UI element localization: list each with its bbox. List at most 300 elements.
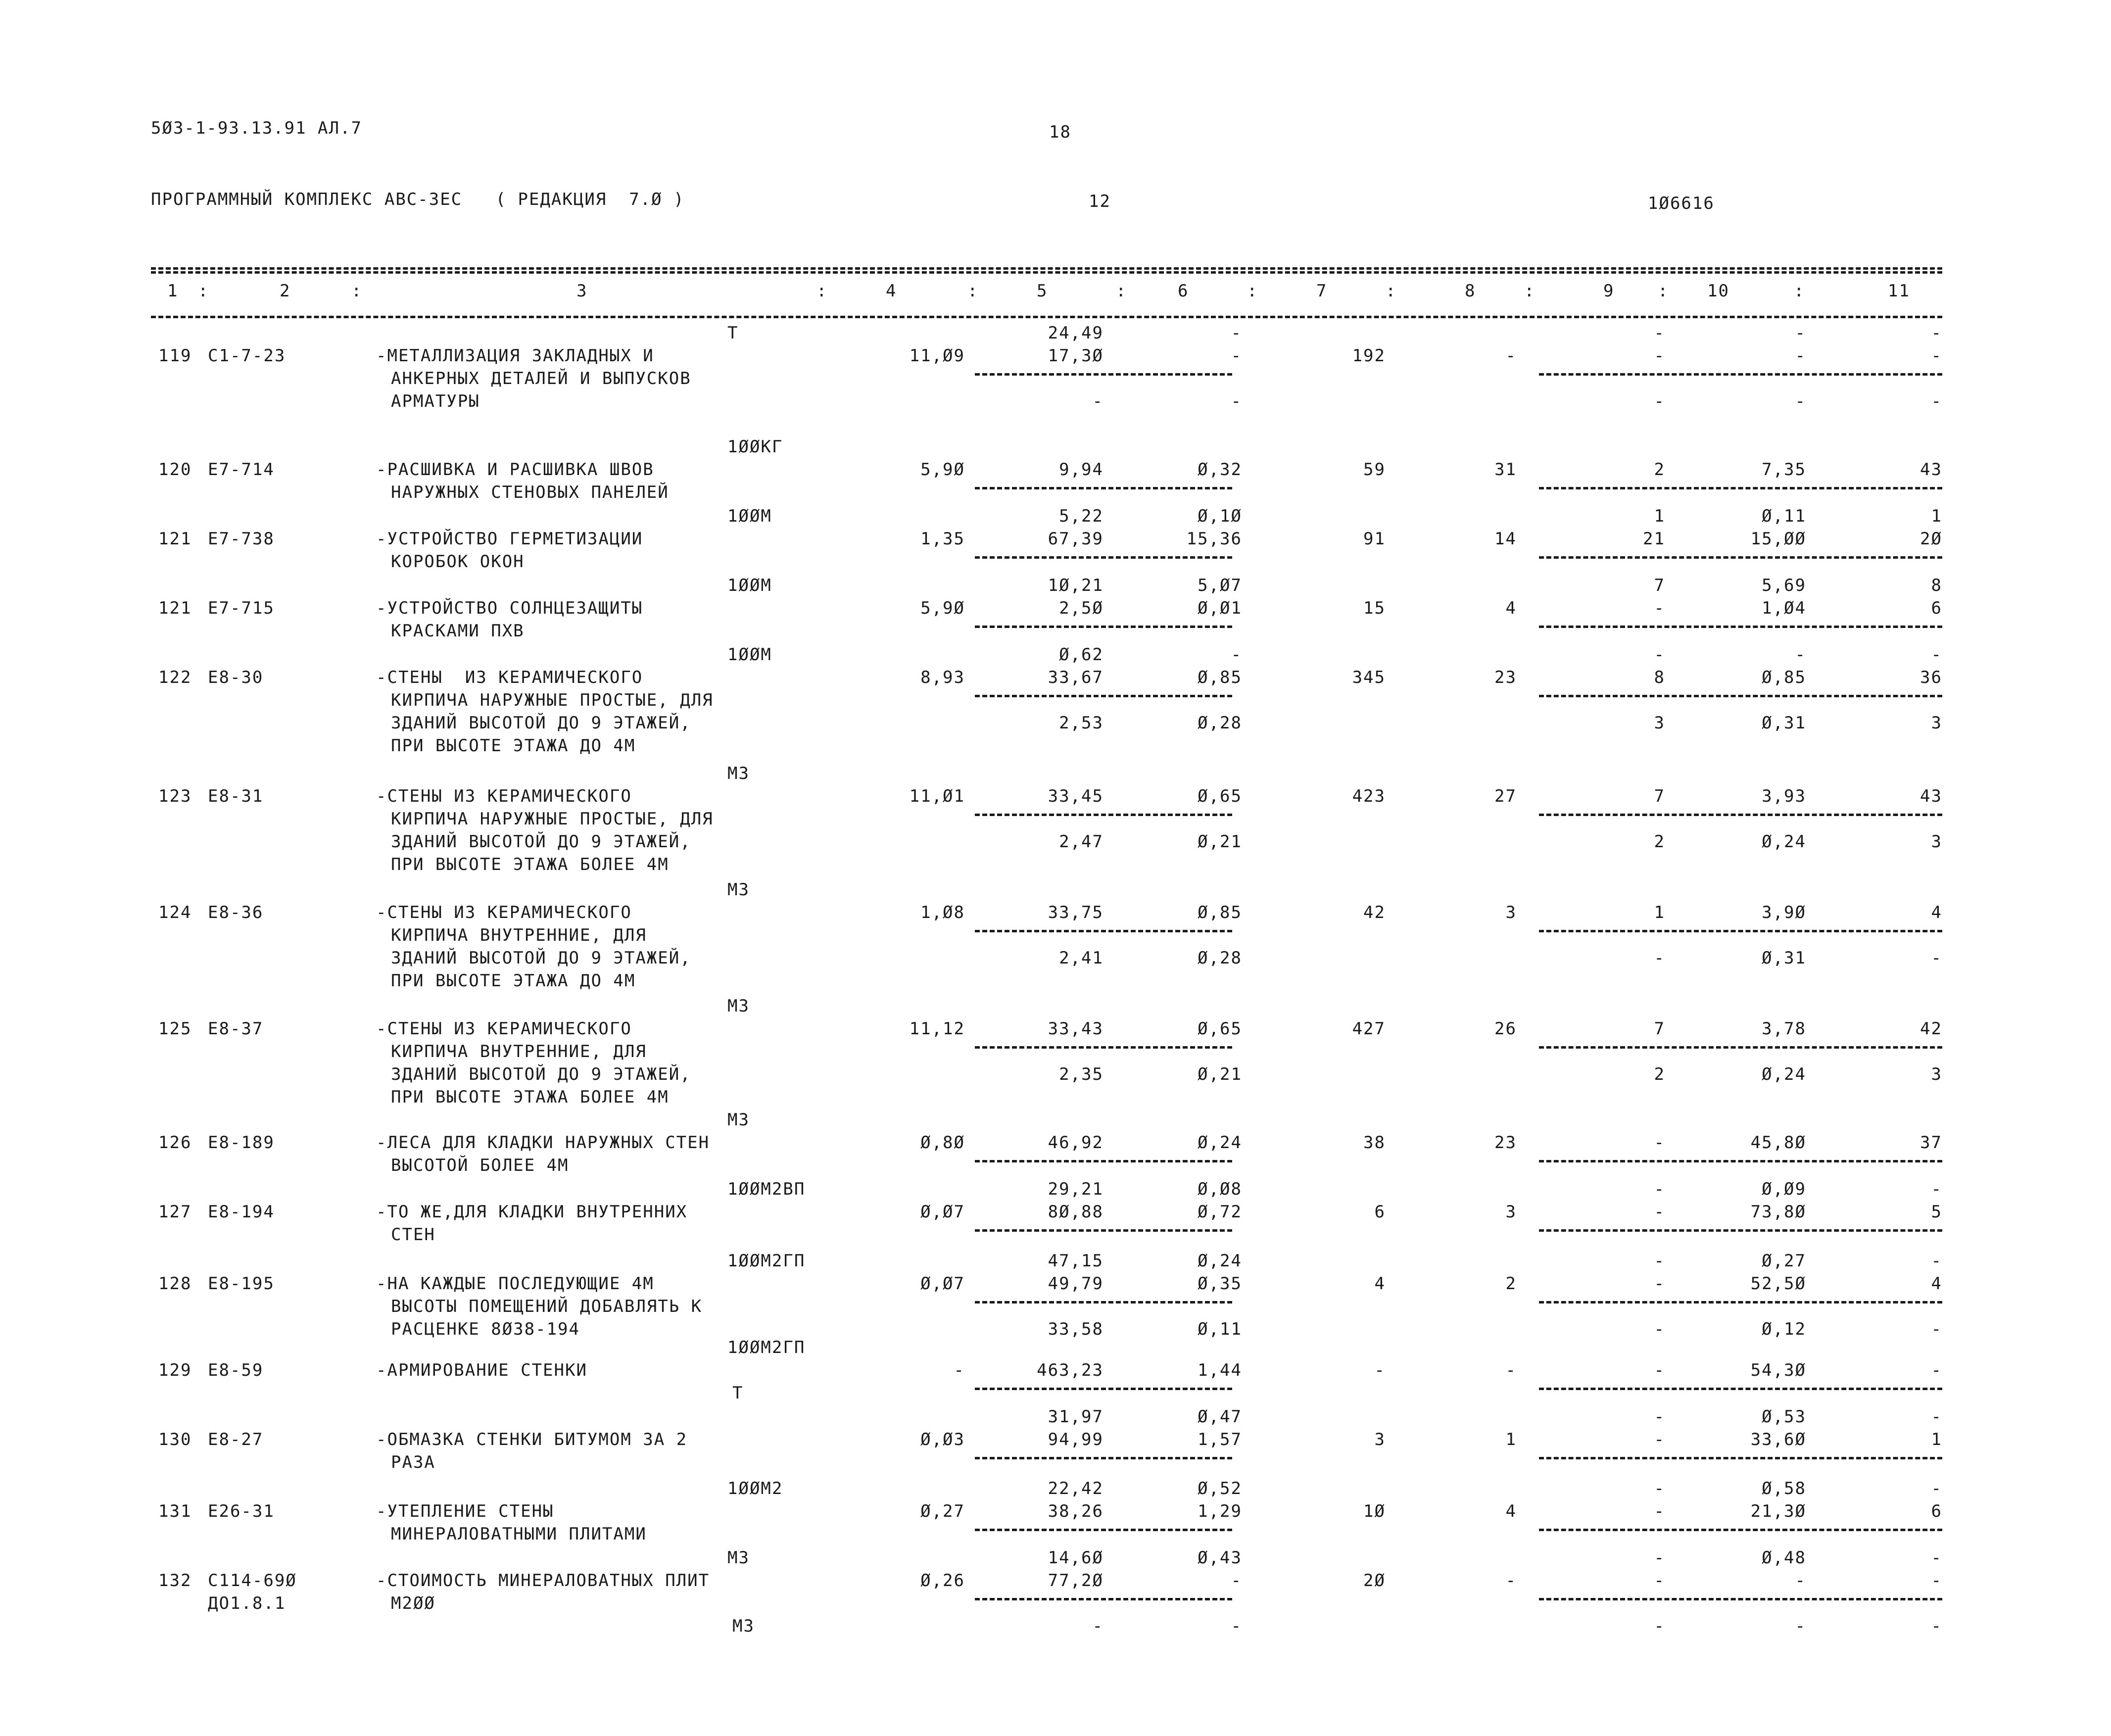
value-c5a: 5,22 xyxy=(1059,506,1103,526)
value-c5a: 14,6Ø xyxy=(1048,1548,1103,1568)
value-c4: 1,Ø8 xyxy=(920,903,965,922)
value-c5b: 33,58 xyxy=(1048,1319,1103,1339)
sheet-number: 12 xyxy=(1089,192,1111,211)
rate-code: Е8-194 xyxy=(208,1202,275,1222)
value-c7: 4 xyxy=(1374,1274,1386,1294)
page-number: 18 xyxy=(1049,122,1071,142)
value-c4: 5,9Ø xyxy=(920,598,965,618)
value-c4: Ø,Ø7 xyxy=(920,1202,965,1222)
value-c8: 27 xyxy=(1494,786,1517,806)
rate-code: С114-69Ø xyxy=(208,1571,297,1591)
unit-label: Т xyxy=(727,323,739,343)
value-c10: 45,8Ø xyxy=(1750,1133,1806,1153)
value-c11a: - xyxy=(1931,323,1942,343)
cell-rule xyxy=(1539,373,1942,376)
value-c11: 1 xyxy=(1931,1430,1942,1449)
value-c8: 1 xyxy=(1505,1430,1517,1449)
value-c6b: Ø,11 xyxy=(1198,1319,1242,1339)
value-c6b: - xyxy=(1231,391,1242,411)
cell-rule xyxy=(975,626,1232,628)
value-c11: - xyxy=(1931,346,1942,366)
column-separator: : xyxy=(816,281,828,301)
cell-rule xyxy=(1539,1529,1942,1531)
value-c9a: - xyxy=(1654,1548,1665,1568)
value-c10a: Ø,Ø9 xyxy=(1762,1179,1806,1199)
value-c6b: - xyxy=(1231,1616,1242,1636)
value-c6b: Ø,28 xyxy=(1198,948,1242,968)
value-c11: 36 xyxy=(1920,668,1942,687)
cell-rule xyxy=(975,1388,1232,1390)
value-c5: 49,79 xyxy=(1048,1274,1103,1294)
cell-rule xyxy=(975,1301,1232,1303)
column-separator: : xyxy=(351,281,363,301)
row-number: 131 xyxy=(158,1501,192,1521)
value-c11a: 1 xyxy=(1931,506,1942,526)
value-c5: 46,92 xyxy=(1048,1133,1103,1153)
value-c9: 21 xyxy=(1643,529,1665,549)
value-c11: - xyxy=(1931,1360,1942,1380)
row-number: 129 xyxy=(158,1360,192,1380)
unit-label: М3 xyxy=(727,1548,750,1568)
work-description: -УСТРОЙСТВО СОЛНЦЕЗАЩИТЫ xyxy=(376,598,643,618)
value-c5a: 24,49 xyxy=(1048,323,1103,343)
unit-label: М3 xyxy=(732,1616,755,1636)
value-c9a: - xyxy=(1654,1251,1665,1271)
value-c9: - xyxy=(1654,1430,1665,1449)
value-c11: 42 xyxy=(1920,1019,1942,1039)
value-c9: 7 xyxy=(1654,786,1665,806)
value-c11: 43 xyxy=(1920,460,1942,480)
rate-code: Е7-715 xyxy=(208,598,275,618)
value-c5b: - xyxy=(1092,391,1103,411)
value-c8: - xyxy=(1505,346,1517,366)
value-c10: 21,3Ø xyxy=(1750,1501,1806,1521)
value-c7: 1Ø xyxy=(1363,1501,1386,1521)
value-c9b: 3 xyxy=(1654,713,1665,733)
header-bottom-rule xyxy=(151,316,1942,318)
value-c5: 67,39 xyxy=(1048,529,1103,549)
value-c6b: Ø,21 xyxy=(1198,832,1242,852)
value-c6: - xyxy=(1231,346,1242,366)
value-c7: 91 xyxy=(1363,529,1386,549)
rate-code: Е8-189 xyxy=(208,1133,275,1153)
row-number: 120 xyxy=(158,460,192,480)
value-c6: 1,29 xyxy=(1198,1501,1242,1521)
value-c5a: Ø,62 xyxy=(1059,645,1103,665)
program-title: ПРОГРАММНЫЙ КОМПЛЕКС АВС-ЗЕС ( РЕДАКЦИЯ 7.Ø ) xyxy=(151,190,685,209)
unit-label: М3 xyxy=(727,996,750,1016)
value-c5: 33,45 xyxy=(1048,786,1103,806)
value-c6a: Ø,1Ø xyxy=(1198,506,1242,526)
column-separator: : xyxy=(198,281,209,301)
cell-rule xyxy=(1539,814,1942,816)
rate-code: Е8-59 xyxy=(208,1360,264,1380)
value-c6: 1,44 xyxy=(1198,1360,1242,1380)
value-c10a: 5,69 xyxy=(1762,576,1806,595)
value-c8: 26 xyxy=(1494,1019,1517,1039)
value-c4: 11,Ø1 xyxy=(909,786,965,806)
value-c11b: 3 xyxy=(1931,1064,1942,1084)
row-number: 128 xyxy=(158,1274,192,1294)
work-description: ПРИ ВЫСОТЕ ЭТАЖА БОЛЕЕ 4М xyxy=(391,1087,669,1107)
value-c10a: Ø,27 xyxy=(1762,1251,1806,1271)
value-c10: 73,8Ø xyxy=(1750,1202,1806,1222)
value-c5a: 22,42 xyxy=(1048,1479,1103,1498)
value-c9b: 2 xyxy=(1654,1064,1665,1084)
value-c6: 1,57 xyxy=(1198,1430,1242,1449)
column-header-2: 2 xyxy=(280,281,291,301)
cell-rule xyxy=(1539,930,1942,932)
unit-label: 1ØØМ xyxy=(727,645,772,665)
value-c10: 7,35 xyxy=(1762,460,1806,480)
value-c9: - xyxy=(1654,598,1665,618)
value-c11b: - xyxy=(1931,391,1942,411)
value-c8: 23 xyxy=(1494,668,1517,687)
value-c5: 33,43 xyxy=(1048,1019,1103,1039)
value-c8: 4 xyxy=(1505,598,1517,618)
value-c11: 43 xyxy=(1920,786,1942,806)
column-header-9: 9 xyxy=(1603,281,1615,301)
cell-rule xyxy=(975,556,1232,559)
value-c5b: 2,41 xyxy=(1059,948,1103,968)
work-description: -СТЕНЫ ИЗ КЕРАМИЧЕСКОГО xyxy=(376,903,632,922)
work-description: -СТЕНЫ ИЗ КЕРАМИЧЕСКОГО xyxy=(376,668,643,687)
cell-rule xyxy=(1539,1598,1942,1600)
value-c6a: 5,Ø7 xyxy=(1198,576,1242,595)
value-c8: - xyxy=(1505,1360,1517,1380)
value-c11: - xyxy=(1931,1571,1942,1591)
value-c4: 8,93 xyxy=(920,668,965,687)
value-c7: 6 xyxy=(1374,1202,1386,1222)
value-c5a: 31,97 xyxy=(1048,1407,1103,1427)
value-c6b: Ø,21 xyxy=(1198,1064,1242,1084)
value-c6a: Ø,52 xyxy=(1198,1479,1242,1498)
rate-code: Е8-31 xyxy=(208,786,264,806)
value-c10: 54,3Ø xyxy=(1750,1360,1806,1380)
row-number: 126 xyxy=(158,1133,192,1153)
unit-label: М3 xyxy=(727,1110,750,1130)
value-c11b: - xyxy=(1931,1616,1942,1636)
value-c11: 4 xyxy=(1931,903,1942,922)
value-c10b: Ø,31 xyxy=(1762,948,1806,968)
value-c5b: 2,47 xyxy=(1059,832,1103,852)
value-c11a: - xyxy=(1931,1251,1942,1271)
work-description: КИРПИЧА НАРУЖНЫЕ ПРОСТЫЕ, ДЛЯ xyxy=(391,690,714,710)
value-c11b: - xyxy=(1931,1319,1942,1339)
unit-label: 1ØØМ xyxy=(727,576,772,595)
value-c6: Ø,72 xyxy=(1198,1202,1242,1222)
work-description: АНКЕРНЫХ ДЕТАЛЕЙ И ВЫПУСКОВ xyxy=(391,369,691,388)
value-c6: Ø,85 xyxy=(1198,903,1242,922)
value-c11a: - xyxy=(1931,1548,1942,1568)
rate-code: Е7-738 xyxy=(208,529,275,549)
value-c6a: - xyxy=(1231,323,1242,343)
cell-rule xyxy=(1539,1160,1942,1162)
value-c6: Ø,65 xyxy=(1198,1019,1242,1039)
value-c5: 463,23 xyxy=(1037,1360,1103,1380)
cell-rule xyxy=(1539,556,1942,559)
value-c5b: 2,53 xyxy=(1059,713,1103,733)
cell-rule xyxy=(1539,1229,1942,1232)
row-number: 119 xyxy=(158,346,192,366)
value-c4: Ø,26 xyxy=(920,1571,965,1591)
cell-rule xyxy=(1539,1457,1942,1459)
column-separator: : xyxy=(1116,281,1127,301)
column-separator: : xyxy=(967,281,979,301)
value-c11b: 3 xyxy=(1931,713,1942,733)
value-c7: 15 xyxy=(1363,598,1386,618)
value-c6a: Ø,Ø8 xyxy=(1198,1179,1242,1199)
value-c9: - xyxy=(1654,346,1665,366)
cell-rule xyxy=(975,487,1232,489)
column-header-6: 6 xyxy=(1178,281,1189,301)
column-header-3: 3 xyxy=(576,281,588,301)
value-c7: 427 xyxy=(1352,1019,1386,1039)
work-description: -СТОИМОСТЬ МИНЕРАЛОВАТНЫХ ПЛИТ xyxy=(376,1571,710,1591)
work-description: -ОБМАЗКА СТЕНКИ БИТУМОМ ЗА 2 xyxy=(376,1430,688,1449)
value-c11a: - xyxy=(1931,645,1942,665)
value-c11a: - xyxy=(1931,1179,1942,1199)
value-c6: Ø,65 xyxy=(1198,786,1242,806)
value-c5: 17,3Ø xyxy=(1048,346,1103,366)
value-c9a: - xyxy=(1654,645,1665,665)
unit-label: 1ØØМ xyxy=(727,506,772,526)
value-c5: 33,67 xyxy=(1048,668,1103,687)
value-c4: 11,Ø9 xyxy=(909,346,965,366)
value-c7: 345 xyxy=(1352,668,1386,687)
value-c9a: - xyxy=(1654,1479,1665,1498)
column-separator: : xyxy=(1524,281,1535,301)
value-c11: 4 xyxy=(1931,1274,1942,1294)
document-code: 1Ø6616 xyxy=(1648,193,1715,213)
value-c4: 5,9Ø xyxy=(920,460,965,480)
value-c8: 2 xyxy=(1505,1274,1517,1294)
value-c4: Ø,Ø7 xyxy=(920,1274,965,1294)
rate-code: Е8-195 xyxy=(208,1274,275,1294)
value-c6: Ø,24 xyxy=(1198,1133,1242,1153)
value-c6a: - xyxy=(1231,645,1242,665)
rate-code: Е8-37 xyxy=(208,1019,264,1039)
value-c4: Ø,8Ø xyxy=(920,1133,965,1153)
value-c5a: 47,15 xyxy=(1048,1251,1103,1271)
work-description: КИРПИЧА ВНУТРЕННИЕ, ДЛЯ xyxy=(391,1042,647,1061)
column-header-4: 4 xyxy=(886,281,897,301)
rate-code: Е8-27 xyxy=(208,1430,264,1449)
value-c9b: 2 xyxy=(1654,832,1665,852)
work-description: ЗДАНИЙ ВЫСОТОЙ ДО 9 ЭТАЖЕЙ, xyxy=(391,832,691,852)
cell-rule xyxy=(1539,1301,1942,1303)
value-c9: 8 xyxy=(1654,668,1665,687)
value-c11a: - xyxy=(1931,1479,1942,1498)
value-c8: 3 xyxy=(1505,903,1517,922)
work-description: М2ØØ xyxy=(391,1593,435,1613)
unit-label: 1ØØКГ xyxy=(727,437,783,457)
cell-rule xyxy=(975,695,1232,697)
value-c9b: - xyxy=(1654,1616,1665,1636)
value-c4: Ø,27 xyxy=(920,1501,965,1521)
value-c8: - xyxy=(1505,1571,1517,1591)
value-c11a: - xyxy=(1931,1407,1942,1427)
row-number: 132 xyxy=(158,1571,192,1591)
value-c10b: Ø,31 xyxy=(1762,713,1806,733)
value-c10a: Ø,11 xyxy=(1762,506,1806,526)
value-c6a: Ø,47 xyxy=(1198,1407,1242,1427)
cell-rule xyxy=(975,1457,1232,1459)
work-description: РАЗА xyxy=(391,1452,435,1472)
work-description: -НА КАЖДЫЕ ПОСЛЕДУЮЩИЕ 4М xyxy=(376,1274,654,1294)
value-c9: 7 xyxy=(1654,1019,1665,1039)
cell-rule xyxy=(1539,1388,1942,1390)
table-top-rule-2 xyxy=(151,271,1942,274)
cell-rule xyxy=(1539,695,1942,697)
row-number: 130 xyxy=(158,1430,192,1449)
cell-rule xyxy=(975,1160,1232,1162)
rate-code: Е8-36 xyxy=(208,903,264,922)
value-c5: 8Ø,88 xyxy=(1048,1202,1103,1222)
value-c6: Ø,Ø1 xyxy=(1198,598,1242,618)
value-c7: 2Ø xyxy=(1363,1571,1386,1591)
value-c5a: 1Ø,21 xyxy=(1048,576,1103,595)
work-description: -ТО ЖЕ,ДЛЯ КЛАДКИ ВНУТРЕННИХ xyxy=(376,1202,688,1222)
value-c9a: - xyxy=(1654,1407,1665,1427)
work-description: СТЕН xyxy=(391,1225,435,1245)
value-c5: 94,99 xyxy=(1048,1430,1103,1449)
value-c9: - xyxy=(1654,1274,1665,1294)
value-c8: 4 xyxy=(1505,1501,1517,1521)
unit-label: Т xyxy=(732,1383,744,1403)
cell-rule xyxy=(975,1229,1232,1232)
work-description: -УТЕПЛЕНИЕ СТЕНЫ xyxy=(376,1501,554,1521)
cell-rule xyxy=(975,373,1232,376)
row-number: 123 xyxy=(158,786,192,806)
value-c10: 33,6Ø xyxy=(1750,1430,1806,1449)
value-c11: 6 xyxy=(1931,1501,1942,1521)
column-separator: : xyxy=(1386,281,1397,301)
rate-code: Е8-30 xyxy=(208,668,264,687)
row-number: 124 xyxy=(158,903,192,922)
value-c10b: Ø,24 xyxy=(1762,832,1806,852)
unit-label: 1ØØМ2ГП xyxy=(727,1251,806,1271)
value-c5b: 2,35 xyxy=(1059,1064,1103,1084)
value-c10b: - xyxy=(1795,1616,1806,1636)
cell-rule xyxy=(975,814,1232,816)
work-description: ПРИ ВЫСОТЕ ЭТАЖА ДО 4М xyxy=(391,736,636,756)
column-separator: : xyxy=(1658,281,1669,301)
work-description: -АРМИРОВАНИЕ СТЕНКИ xyxy=(376,1360,587,1380)
value-c6: Ø,35 xyxy=(1198,1274,1242,1294)
work-description: ПРИ ВЫСОТЕ ЭТАЖА БОЛЕЕ 4М xyxy=(391,855,669,874)
value-c10: 15,ØØ xyxy=(1750,529,1806,549)
value-c9a: - xyxy=(1654,1179,1665,1199)
value-c9b: - xyxy=(1654,391,1665,411)
value-c5: 33,75 xyxy=(1048,903,1103,922)
unit-label: 1ØØМ2ВП xyxy=(727,1179,806,1199)
value-c10a: - xyxy=(1795,645,1806,665)
cell-rule xyxy=(975,1529,1232,1531)
rate-code: Е26-31 xyxy=(208,1501,275,1521)
row-number: 125 xyxy=(158,1019,192,1039)
unit-label: 1ØØМ2ГП xyxy=(727,1338,806,1357)
work-description: ВЫСОТЫ ПОМЕЩЕНИЙ ДОБАВЛЯТЬ К xyxy=(391,1297,703,1316)
value-c7: - xyxy=(1374,1360,1386,1380)
value-c9: - xyxy=(1654,1133,1665,1153)
value-c10: - xyxy=(1795,346,1806,366)
value-c7: 423 xyxy=(1352,786,1386,806)
value-c10: 3,9Ø xyxy=(1762,903,1806,922)
work-description: -ЛЕСА ДЛЯ КЛАДКИ НАРУЖНЫХ СТЕН xyxy=(376,1133,710,1153)
cell-rule xyxy=(1539,487,1942,489)
work-description: -СТЕНЫ ИЗ КЕРАМИЧЕСКОГО xyxy=(376,1019,632,1039)
value-c6: Ø,85 xyxy=(1198,668,1242,687)
value-c9b: - xyxy=(1654,948,1665,968)
value-c10a: Ø,48 xyxy=(1762,1548,1806,1568)
value-c10: 1,Ø4 xyxy=(1762,598,1806,618)
value-c10a: Ø,53 xyxy=(1762,1407,1806,1427)
work-description: -СТЕНЫ ИЗ КЕРАМИЧЕСКОГО xyxy=(376,786,632,806)
value-c5: 2,5Ø xyxy=(1059,598,1103,618)
value-c10b: - xyxy=(1795,391,1806,411)
rate-code: С1-7-23 xyxy=(208,346,286,366)
value-c10b: Ø,12 xyxy=(1762,1319,1806,1339)
value-c11b: 3 xyxy=(1931,832,1942,852)
value-c6: - xyxy=(1231,1571,1242,1591)
cell-rule xyxy=(975,1598,1232,1600)
cell-rule xyxy=(1539,1046,1942,1049)
value-c9: - xyxy=(1654,1571,1665,1591)
work-description: НАРУЖНЫХ СТЕНОВЫХ ПАНЕЛЕЙ xyxy=(391,482,669,502)
work-description: КОРОБОК ОКОН xyxy=(391,552,525,572)
value-c9: - xyxy=(1654,1501,1665,1521)
column-separator: : xyxy=(1247,281,1258,301)
unit-label: 1ØØМ2 xyxy=(727,1479,783,1498)
value-c10a: - xyxy=(1795,323,1806,343)
value-c11: 5 xyxy=(1931,1202,1942,1222)
value-c10: 52,5Ø xyxy=(1750,1274,1806,1294)
column-header-7: 7 xyxy=(1316,281,1328,301)
column-header-1: 1 xyxy=(167,281,179,301)
work-description: ЗДАНИЙ ВЫСОТОЙ ДО 9 ЭТАЖЕЙ, xyxy=(391,713,691,733)
value-c6: 15,36 xyxy=(1186,529,1242,549)
value-c11a: 8 xyxy=(1931,576,1942,595)
value-c11: 37 xyxy=(1920,1133,1942,1153)
value-c6: Ø,32 xyxy=(1198,460,1242,480)
value-c7: 3 xyxy=(1374,1430,1386,1449)
value-c4: 11,12 xyxy=(909,1019,965,1039)
value-c8: 23 xyxy=(1494,1133,1517,1153)
value-c4: Ø,Ø3 xyxy=(920,1430,965,1449)
value-c7: 38 xyxy=(1363,1133,1386,1153)
work-description: РАСЦЕНКЕ 8Ø38-194 xyxy=(391,1319,580,1339)
value-c5a: 29,21 xyxy=(1048,1179,1103,1199)
value-c10a: Ø,58 xyxy=(1762,1479,1806,1498)
value-c4: - xyxy=(954,1360,965,1380)
value-c9: - xyxy=(1654,1202,1665,1222)
value-c6a: Ø,43 xyxy=(1198,1548,1242,1568)
value-c6a: Ø,24 xyxy=(1198,1251,1242,1271)
row-number: 127 xyxy=(158,1202,192,1222)
rate-code-extra: ДО1.8.1 xyxy=(208,1593,286,1613)
work-description: МИНЕРАЛОВАТНЫМИ ПЛИТАМИ xyxy=(391,1524,647,1544)
value-c5: 77,2Ø xyxy=(1048,1571,1103,1591)
value-c6b: Ø,28 xyxy=(1198,713,1242,733)
value-c10: 3,78 xyxy=(1762,1019,1806,1039)
work-description: ВЫСОТОЙ БОЛЕЕ 4М xyxy=(391,1156,569,1175)
table-top-rule xyxy=(151,267,1942,270)
value-c10: 3,93 xyxy=(1762,786,1806,806)
value-c8: 31 xyxy=(1494,460,1517,480)
cell-rule xyxy=(975,930,1232,932)
value-c7: 42 xyxy=(1363,903,1386,922)
